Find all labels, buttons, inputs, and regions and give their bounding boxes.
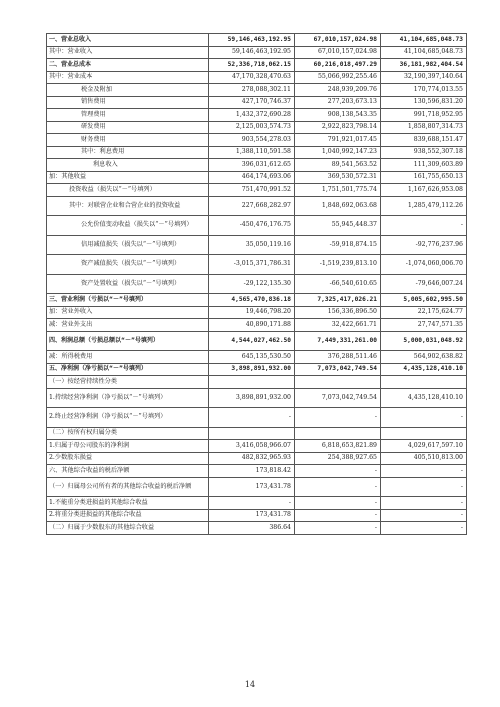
table-row <box>47 351 467 364</box>
value-period-3: 111,309,603.89 <box>381 159 467 172</box>
value-period-2: 55,066,992,255.46 <box>295 71 381 84</box>
value-period-2: 32,422,661.71 <box>295 319 381 332</box>
table-row <box>47 477 467 497</box>
value-period-3: 5,005,602,995.50 <box>381 294 467 307</box>
value-period-1: 59,146,463,192.95 <box>209 34 295 47</box>
value-period-1: 47,170,328,470.63 <box>209 71 295 84</box>
value-period-3: 405,510,813.00 <box>381 452 467 465</box>
value-period-1: 4,565,470,836.18 <box>209 294 295 307</box>
value-period-1: - <box>209 408 295 428</box>
table-row <box>47 294 467 307</box>
value-period-1: 645,135,530.50 <box>209 351 295 364</box>
row-label: 税金及附加 <box>47 84 209 97</box>
value-period-2: 7,325,417,026.21 <box>295 294 381 307</box>
table-row <box>47 59 467 72</box>
row-label: 管理费用 <box>47 109 209 122</box>
row-label: 加：其他收益 <box>47 171 209 184</box>
row-label: 一、营业总收入 <box>47 34 209 47</box>
value-period-3: 5,000,031,048.92 <box>381 331 467 351</box>
value-period-2: 7,073,042,749.54 <box>295 388 381 408</box>
value-period-3: 130,596,831.20 <box>381 96 467 109</box>
value-period-2: 7,449,331,261.00 <box>295 331 381 351</box>
value-period-1: 903,554,278.03 <box>209 134 295 147</box>
table-row <box>47 388 467 408</box>
value-period-2: 67,010,157,024.98 <box>295 34 381 47</box>
value-period-2: 6,818,653,821.89 <box>295 440 381 453</box>
table-row <box>47 121 467 134</box>
row-label: 投资收益（损失以“－”号填列） <box>47 184 209 197</box>
value-period-2: 376,288,511.46 <box>295 351 381 364</box>
value-period-2: 277,203,673.13 <box>295 96 381 109</box>
value-period-3: -1,074,060,006.70 <box>381 255 467 275</box>
value-period-1: 386.64 <box>209 522 295 535</box>
value-period-1: -450,476,176.75 <box>209 216 295 236</box>
row-label: （一）按经营持续性分类 <box>47 376 209 389</box>
value-period-3: - <box>381 216 467 236</box>
row-label: 其中：利息费用 <box>47 146 209 159</box>
row-label: 资产处置收益（损失以“－”号填列） <box>47 274 209 294</box>
value-period-2 <box>295 427 381 440</box>
table-row <box>47 216 467 236</box>
row-label: 销售费用 <box>47 96 209 109</box>
table-row <box>47 184 467 197</box>
value-period-2: 55,945,448.37 <box>295 216 381 236</box>
value-period-3: 22,175,624.77 <box>381 306 467 319</box>
row-label: 1.不能重分类进损益的其他综合收益 <box>47 497 209 510</box>
value-period-1: 35,050,119.16 <box>209 235 295 255</box>
value-period-2: 369,530,572.31 <box>295 171 381 184</box>
value-period-3: - <box>381 522 467 535</box>
value-period-3: - <box>381 408 467 428</box>
value-period-1: 52,336,718,062.15 <box>209 59 295 72</box>
value-period-1: 3,416,058,966.07 <box>209 440 295 453</box>
value-period-1: -29,122,135.30 <box>209 274 295 294</box>
table-row <box>47 497 467 510</box>
table-row <box>47 109 467 122</box>
row-label: 2.终止经营净利润（净亏损以“－”号填列） <box>47 408 209 428</box>
value-period-1: 1,432,372,690.28 <box>209 109 295 122</box>
value-period-2: 248,939,209.76 <box>295 84 381 97</box>
table-row <box>47 84 467 97</box>
value-period-2 <box>295 376 381 389</box>
value-period-3: -79,646,007.24 <box>381 274 467 294</box>
table-row <box>47 46 467 59</box>
table-row <box>47 146 467 159</box>
value-period-2: - <box>295 465 381 478</box>
row-label: （二）归属于少数股东的其他综合收益 <box>47 522 209 535</box>
row-label: 利息收入 <box>47 159 209 172</box>
value-period-3: - <box>381 509 467 522</box>
table-row <box>47 440 467 453</box>
value-period-1: 173,818.42 <box>209 465 295 478</box>
table-row <box>47 319 467 332</box>
row-label: 四、利润总额（亏损总额以“－”号填列） <box>47 331 209 351</box>
value-period-3 <box>381 427 467 440</box>
page-number: 14 <box>244 680 256 689</box>
row-label: 资产减值损失（损失以“－”号填列） <box>47 255 209 275</box>
table-row <box>47 465 467 478</box>
value-period-2: 2,922,823,798.14 <box>295 121 381 134</box>
row-label: 减：营业外支出 <box>47 319 209 332</box>
value-period-3: 27,747,571.35 <box>381 319 467 332</box>
value-period-1: 59,146,463,192.95 <box>209 46 295 59</box>
value-period-1: - <box>209 497 295 510</box>
table-row <box>47 71 467 84</box>
value-period-1 <box>209 376 295 389</box>
row-label: （一）归属母公司所有者的其他综合收益的税后净额 <box>47 477 209 497</box>
table-row <box>47 331 467 351</box>
table-row <box>47 306 467 319</box>
table-row <box>47 522 467 535</box>
value-period-1: 1,388,110,591.58 <box>209 146 295 159</box>
table-row <box>47 171 467 184</box>
row-label: 2.少数股东损益 <box>47 452 209 465</box>
row-label: （二）按所有权归属分类 <box>47 427 209 440</box>
value-period-3: 4,435,128,410.10 <box>381 363 467 376</box>
value-period-3: - <box>381 477 467 497</box>
value-period-3: 41,104,685,048.73 <box>381 46 467 59</box>
row-label: 其中：营业收入 <box>47 46 209 59</box>
table-row <box>47 363 467 376</box>
income-statement-table <box>46 33 467 535</box>
value-period-3: 1,167,626,953.08 <box>381 184 467 197</box>
row-label: 研发费用 <box>47 121 209 134</box>
table-row <box>47 235 467 255</box>
row-label: 财务费用 <box>47 134 209 147</box>
row-label: 其中：营业成本 <box>47 71 209 84</box>
value-period-3: - <box>381 465 467 478</box>
table-row <box>47 452 467 465</box>
value-period-1: 427,170,746.37 <box>209 96 295 109</box>
value-period-3: 32,190,397,140.64 <box>381 71 467 84</box>
value-period-3: 938,552,307.18 <box>381 146 467 159</box>
value-period-2: 908,138,543.35 <box>295 109 381 122</box>
value-period-1: 396,031,612.65 <box>209 159 295 172</box>
value-period-3: 4,029,617,597.10 <box>381 440 467 453</box>
value-period-1: 173,431.78 <box>209 509 295 522</box>
row-label: 1.归属于母公司股东的净利润 <box>47 440 209 453</box>
row-label: 加：营业外收入 <box>47 306 209 319</box>
value-period-3: 36,181,982,404.54 <box>381 59 467 72</box>
row-label: 三、营业利润（亏损以“－”号填列） <box>47 294 209 307</box>
value-period-1: 751,470,991.52 <box>209 184 295 197</box>
value-period-3: 839,688,151.47 <box>381 134 467 147</box>
table-row <box>47 96 467 109</box>
value-period-1: 278,088,302.11 <box>209 84 295 97</box>
value-period-3: 1,858,807,314.73 <box>381 121 467 134</box>
value-period-2: - <box>295 408 381 428</box>
value-period-3: 161,755,650.13 <box>381 171 467 184</box>
value-period-1: 173,431.78 <box>209 477 295 497</box>
value-period-2: 254,388,927.65 <box>295 452 381 465</box>
table-row <box>47 376 467 389</box>
value-period-1: 482,832,965.93 <box>209 452 295 465</box>
value-period-2: 67,010,157,024.98 <box>295 46 381 59</box>
table-row <box>47 196 467 216</box>
value-period-3: 170,774,013.55 <box>381 84 467 97</box>
row-label: 六、其他综合收益的税后净额 <box>47 465 209 478</box>
value-period-1 <box>209 427 295 440</box>
row-label: 其中：对联营企业和合营企业的投资收益 <box>47 196 209 216</box>
value-period-2: -66,540,610.65 <box>295 274 381 294</box>
value-period-3: 41,104,685,048.73 <box>381 34 467 47</box>
value-period-1: 4,544,027,462.50 <box>209 331 295 351</box>
value-period-3: - <box>381 497 467 510</box>
value-period-2: - <box>295 522 381 535</box>
value-period-1: 3,898,891,932.00 <box>209 363 295 376</box>
value-period-1: 464,174,693.06 <box>209 171 295 184</box>
value-period-1: 3,898,891,932.00 <box>209 388 295 408</box>
value-period-2: -1,519,239,813.10 <box>295 255 381 275</box>
row-label: 二、营业总成本 <box>47 59 209 72</box>
value-period-2: 1,751,501,775.74 <box>295 184 381 197</box>
table-row <box>47 427 467 440</box>
value-period-2: 156,336,896.50 <box>295 306 381 319</box>
value-period-2: - <box>295 509 381 522</box>
value-period-3: 1,285,479,112.26 <box>381 196 467 216</box>
table-row <box>47 408 467 428</box>
table-row <box>47 255 467 275</box>
row-label: 1.持续经营净利润（净亏损以“－”号填列） <box>47 388 209 408</box>
value-period-1: 227,668,282.97 <box>209 196 295 216</box>
row-label: 公允价值变动收益（损失以“－”号填列） <box>47 216 209 236</box>
value-period-2: 1,040,992,147.23 <box>295 146 381 159</box>
value-period-2: 7,073,042,749.54 <box>295 363 381 376</box>
table-row <box>47 134 467 147</box>
table-row <box>47 274 467 294</box>
row-label: 信用减值损失（损失以“－”号填列） <box>47 235 209 255</box>
income-statement-body <box>47 34 467 535</box>
income-statement-table-container <box>46 33 466 535</box>
table-row <box>47 509 467 522</box>
value-period-3: 991,718,952.95 <box>381 109 467 122</box>
value-period-1: 2,125,003,574.73 <box>209 121 295 134</box>
value-period-1: 19,446,798.20 <box>209 306 295 319</box>
value-period-3: 4,435,128,410.10 <box>381 388 467 408</box>
value-period-1: -3,015,371,786.31 <box>209 255 295 275</box>
value-period-2: 791,921,017.45 <box>295 134 381 147</box>
value-period-2: 60,216,018,497.29 <box>295 59 381 72</box>
row-label: 2.将重分类进损益的其他综合收益 <box>47 509 209 522</box>
row-label: 减：所得税费用 <box>47 351 209 364</box>
value-period-2: - <box>295 477 381 497</box>
row-label: 五、净利润（净亏损以“－”号填列） <box>47 363 209 376</box>
table-row <box>47 159 467 172</box>
value-period-2: 1,848,692,063.68 <box>295 196 381 216</box>
value-period-2: - <box>295 497 381 510</box>
value-period-1: 40,890,171.88 <box>209 319 295 332</box>
value-period-2: 89,541,563.52 <box>295 159 381 172</box>
value-period-2: -59,918,874.15 <box>295 235 381 255</box>
value-period-3: 564,902,638.82 <box>381 351 467 364</box>
table-row <box>47 34 467 47</box>
value-period-3 <box>381 376 467 389</box>
value-period-3: -92,776,237.96 <box>381 235 467 255</box>
